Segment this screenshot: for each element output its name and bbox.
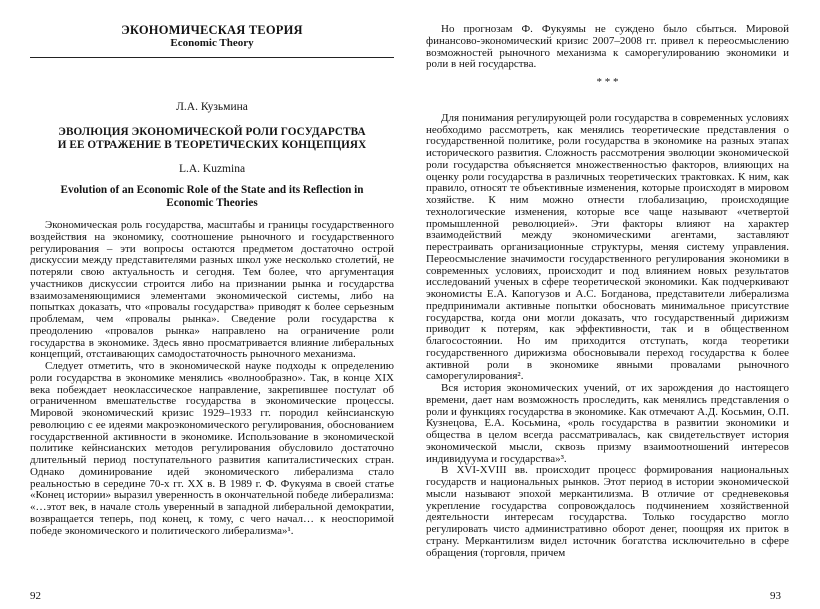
title-en-line-2: Economic Theories [166,196,258,209]
page-number-left: 92 [30,590,41,602]
paragraph: Но прогнозам Ф. Фукуямы не суждено было сбыться. Мировой финансово-экономический кризис 2007–2008 гг. привел к переосмыслению возможностей рыночного механизма к саморегулированию экономики и роли в ней государства. [426,23,789,71]
title-ru-line-1: ЭВОЛЮЦИЯ ЭКОНОМИЧЕСКОЙ РОЛИ ГОСУДАРСТВА [58,126,366,138]
section-title-ru: ЭКОНОМИЧЕСКАЯ ТЕОРИЯ [121,23,303,37]
paragraph: Экономическая роль государства, масштабы и границы государственного воздействия на экономику, соотношение рыночного и государственного регулирования – эти вопросы остаются предметом достаточно острой дискуссии между представителями разных школ уже несколько столетий, не потеряли свою актуальность и сегодня. Тем более, что аргументация участников дискуссии строится либо на признании рынка и государства взаимозаменяющимися элементами экономической системы, либо на попытках доказать, что «провалы государства» приводят к более серьезным проблемам, чем «провалы рынка». Сведение роли государства к преодолению «провалов рынка» направлено на ограничение роли государства в экономике. Здесь явно просматривается влияние либеральных концепций, отстаивающих самодостаточность рыночного механизма. [30,219,394,361]
header-rule [30,57,394,58]
article-title-ru [30,126,394,151]
right-page [410,0,820,609]
paragraph: В XVI-XVIII вв. происходит процесс формирования национальных государств и национальных рынков. Этот период в истории экономической мысли называют эпохой меркантилизма. В отличие от средневековья укрепление государства сопровождалось подчинением хозяйственной деятельности интересам государства. Только государство могло регулировать чисто административно оборот денег, поощряя их приток в страну. Меркантилизм видел источник богатства исключительно в сфере обращения (торговля, причем [426,464,789,559]
section-header [30,23,394,49]
paragraph: Вся история экономических учений, от их зарождения до настоящего времени, дает нам возможность проследить, как менялись представления о роли и функциях государства в экономике. Как отмечают А.Д. Косьмин, О.П. Кузнецова, Е.А. Косьмина, «роль государства в развитии экономики и общества в целом всегда рассматривалась, как свидетельствует история экономической мысли, сквозь призму взаимоотношений интересов индивидуума и государства»³. [426,382,789,465]
paragraph: Следует отметить, что в экономической науке подходы к определению роли государства в экономике менялись «волнообразно». Так, в конце XIX века побеждает неоклассическое направление, закрепившее постулат об ограниченном вмешательстве государства в экономические процессы. Мировой экономический кризис 1929–1933 гг. породил кейнсианскую революцию с ее идеями макроэкономического регулирования, обоснованием государственной активности в экономике. Использование в экономической политике кейнсианских методов регулирования обусловило достаточно длительный период поступательного развития капиталистических стран. Однако доминирование идей экономического либерализма стало реальностью в середине 70-х гг. ХХ в. В 1989 г. Ф. Фукуяма в своей статье «Конец истории» выразил уверенность в окончательной победе либерализма: «…этот век, в начале столь уверенный в западной либеральной демократии, возвращается теперь, под конец, к тому, с чего начал… к неоспоримой победе экономического и политического либерализма»¹. [30,360,394,537]
article-title-en [30,184,394,209]
title-ru-line-2: И ЕЕ ОТРАЖЕНИЕ В ТЕОРЕТИЧЕСКИХ КОНЦЕПЦИЯХ [57,138,367,151]
section-title-en: Economic Theory [170,37,254,49]
right-column-body [426,24,789,559]
section-separator: * * * [596,76,619,88]
author-ru: Л.А. Кузьмина [176,101,248,113]
title-en-line-1: Evolution of an Economic Role of the State and its Reflection in [60,184,364,196]
author-en: L.A. Kuzmina [178,163,246,175]
paragraph: Для понимания регулирующей роли государства в современных условиях необходимо рассмотреть, как менялись теоретические представления о государственной политике, роли государства в экономике на разных этапах исторического развития. Сложность рассмотрения эволюции экономической роли государства объясняется множественностью факторов, влияющих на оценку роли государства в различных теоретических трактовках. К ним, как правило, относят те объективные изменения, которые происходят в мировом хозяйстве. К ним можно отнести глобализацию, происходящие технологические изменения, которые все чаще называют «четвертой промышленной революцией». Эти факторы влияют на характер взаимодействий между экономическими агентами, заставляют перестраивать организационные структуры, меняя систему управления. Переосмысление значимости государственного регулирования экономики в современных условиях, происходит и под влиянием новых результатов исследований ученых в сфере теоретической экономики. Как подчеркивают экономисты Е.А. Капогузов и А.С. Богданова, представители либерализма предпринимали активные попытки обосновать минимальное присутствие государства, когда они могли доказать, что государственный дирижизм приводит к потерям, как эффективности, так и в общественном благосостоянии. Но им приходится отступать, когда теоретики государственного дирижизма обосновывали переход государства к более активной роли в экономике явными провалами рыночного саморегулирования². [426,111,789,383]
left-column-body [30,220,394,537]
page-number-right: 93 [770,590,781,602]
